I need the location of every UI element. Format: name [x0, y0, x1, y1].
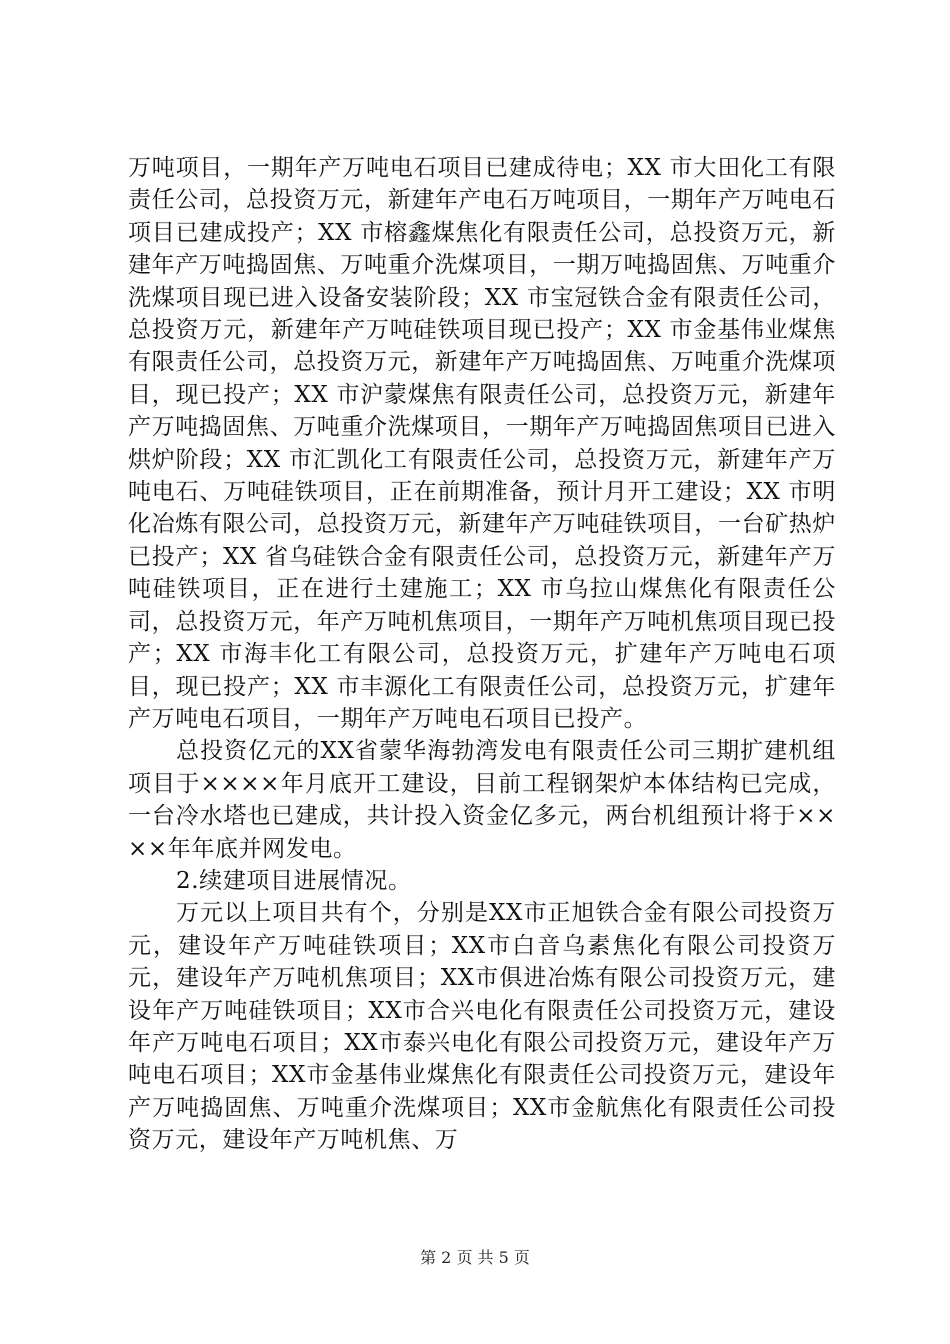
paragraph-power-plant: 总投资亿元的XX省蒙华海勃湾发电有限责任公司三期扩建机组项目于××××年月底开工建设，目前工程钢架炉本体结构已完成，一台冷水塔也已建成，共计投入资金亿多元，两台机组预计将于××××年年底并网发电。: [128, 738, 836, 862]
paragraph-continuing-projects: 万元以上项目共有个，分别是XX市正旭铁合金有限公司投资万元，建设年产万吨硅铁项目；XX市白音乌素焦化有限公司投资万元，建设年产万吨机焦项目；XX市俱进冶炼有限公司投资万元，建设年产万吨硅铁项目；XX市合兴电化有限责任公司投资万元，建设年产万吨电石项目；XX市泰兴电化有限公司投资万元，建设年产万吨电石项目；XX市金基伟业煤焦化有限责任公司投资万元，建设年产万吨捣固焦、万吨重介洗煤项目；XX市金航焦化有限责任公司投资万元，建设年产万吨机焦、万: [128, 900, 836, 1154]
document-body: [128, 152, 836, 1157]
page-footer: 第 2 页 共 5 页: [420, 1248, 530, 1267]
section-heading: 2.续建项目进展情况。: [176, 867, 412, 894]
paragraph-project-list: 万吨项目，一期年产万吨电石项目已建成待电；XX 市大田化工有限责任公司，总投资万元，新建年产电石万吨项目，一期年产万吨电石项目已建成投产；XX 市榕鑫煤焦化有限责任公司，总投资万元，新建年产万吨捣固焦、万吨重介洗煤项目，一期万吨捣固焦、万吨重介洗煤项目现已进入设备安装阶段；XX 市宝冠铁合金有限责任公司，总投资万元，新建年产万吨硅铁项目现已投产；XX 市金基伟业煤焦有限责任公司，总投资万元，新建年产万吨捣固焦、万吨重介洗煤项目，现已投产；XX 市沪蒙煤焦有限责任公司，总投资万元，新建年产万吨捣固焦、万吨重介洗煤项目，一期年产万吨捣固焦项目已进入烘炉阶段；XX 市汇凯化工有限责任公司，总投资万元，新建年产万吨电石、万吨硅铁项目，正在前期准备，预计月开工建设；XX 市明化冶炼有限公司，总投资万元，新建年产万吨硅铁项目，一台矿热炉已投产；XX 省乌硅铁合金有限责任公司，总投资万元，新建年产万吨硅铁项目，正在进行土建施工；XX 市乌拉山煤焦化有限责任公司，总投资万元，年产万吨机焦项目，一期年产万吨机焦项目现已投产；XX 市海丰化工有限公司，总投资万元，扩建年产万吨电石项目，现已投产；XX 市丰源化工有限责任公司，总投资万元，扩建年产万吨电石项目，一期年产万吨电石项目已投产。: [128, 155, 836, 732]
